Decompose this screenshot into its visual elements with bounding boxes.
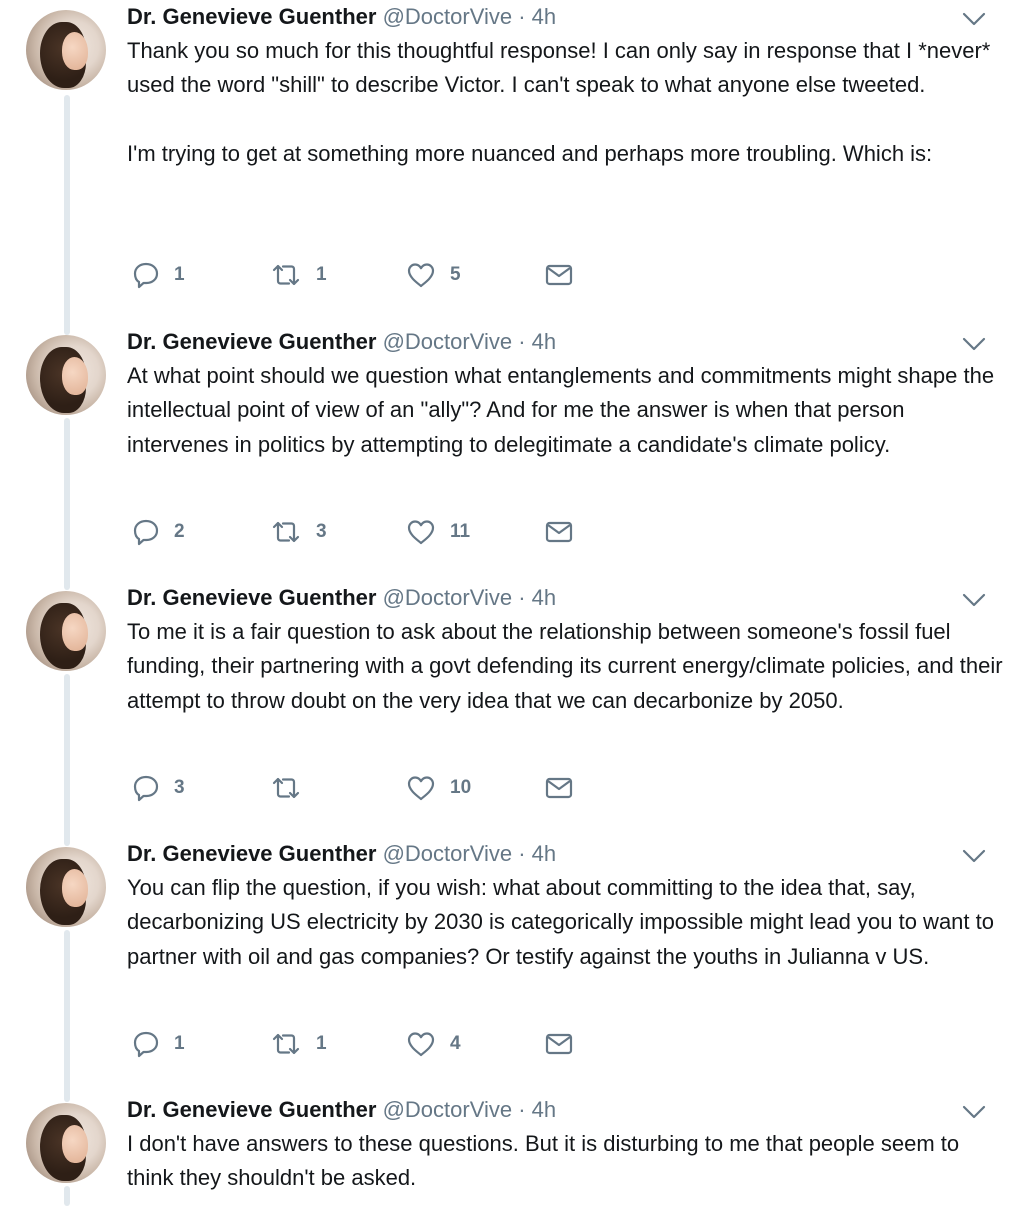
reply-count: 2 (174, 521, 185, 542)
author-handle[interactable]: @DoctorVive (382, 841, 513, 866)
reply-button[interactable] (132, 1029, 185, 1059)
heart-icon (406, 774, 436, 802)
like-count: 10 (450, 777, 472, 798)
author-handle[interactable]: @DoctorVive (382, 585, 513, 610)
like-button[interactable] (406, 773, 471, 803)
avatar[interactable] (26, 10, 106, 90)
timestamp[interactable]: 4h (531, 4, 557, 29)
tweet[interactable] (0, 837, 1026, 1087)
chevron-down-icon[interactable] (962, 1105, 986, 1119)
retweet-button[interactable] (270, 517, 327, 547)
tweet-text: To me it is a fair question to ask about the relationship between someone's fossil fuel funding, their partnering with a govt defending its current energy/climate policies, and their attempt to throw doubt on the very idea that we can decarbonize by 2050. (127, 619, 1009, 713)
direct-message-button[interactable] (544, 773, 574, 803)
author-name[interactable]: Dr. Genevieve Guenther (127, 329, 377, 354)
separator-dot: · (518, 841, 526, 866)
retweet-icon (270, 518, 302, 546)
envelope-icon (544, 518, 574, 546)
reply-icon (132, 518, 160, 546)
reply-button[interactable] (132, 260, 185, 290)
timestamp[interactable]: 4h (531, 1097, 557, 1122)
author-name[interactable]: Dr. Genevieve Guenther (127, 585, 377, 610)
tweet[interactable] (0, 0, 1026, 310)
envelope-icon (544, 261, 574, 289)
retweet-icon (270, 1030, 302, 1058)
timestamp[interactable]: 4h (531, 329, 557, 354)
chevron-down-icon[interactable] (962, 12, 986, 26)
heart-icon (406, 518, 436, 546)
heart-icon (406, 1030, 436, 1058)
author-handle[interactable]: @DoctorVive (382, 329, 513, 354)
retweet-button[interactable] (270, 773, 316, 803)
tweet-text: I don't have answers to these questions. But it is disturbing to me that people seem to think they shouldn't be asked. (127, 1131, 966, 1191)
separator-dot: · (518, 4, 526, 29)
tweet-text: At what point should we question what entanglements and commitments might shape the intellectual point of view of an "ally"? And for me the answer is when that person intervenes in politics by attempting to delegitimate a candidate's climate policy. (127, 363, 1001, 457)
reply-count: 3 (174, 777, 185, 798)
direct-message-button[interactable] (544, 517, 574, 547)
envelope-icon (544, 1030, 574, 1058)
separator-dot: · (518, 329, 526, 354)
retweet-icon (270, 261, 302, 289)
author-handle[interactable]: @DoctorVive (382, 1097, 513, 1122)
envelope-icon (544, 774, 574, 802)
reply-button[interactable] (132, 773, 185, 803)
tweet-header (127, 1097, 556, 1123)
reply-icon (132, 261, 160, 289)
tweet-header (127, 841, 556, 867)
retweet-button[interactable] (270, 1029, 327, 1059)
timestamp[interactable]: 4h (531, 841, 557, 866)
timestamp[interactable]: 4h (531, 585, 557, 610)
like-count: 5 (450, 264, 461, 285)
separator-dot: · (518, 585, 526, 610)
tweet-text: Thank you so much for this thoughtful response! I can only say in response that I *never* used the word "shill" to describe Victor. I can't speak to what anyone else tweeted. I'm trying to get at something more nuanced and perhaps more troubling. Which is: (127, 38, 991, 166)
author-name[interactable]: Dr. Genevieve Guenther (127, 841, 377, 866)
avatar[interactable] (26, 591, 106, 671)
chevron-down-icon[interactable] (962, 593, 986, 607)
reply-count: 1 (174, 264, 185, 285)
like-button[interactable] (406, 260, 461, 290)
author-name[interactable]: Dr. Genevieve Guenther (127, 4, 377, 29)
tweet-header (127, 585, 556, 611)
avatar[interactable] (26, 335, 106, 415)
tweet[interactable] (0, 325, 1026, 575)
reply-icon (132, 774, 160, 802)
retweet-count: 3 (316, 521, 327, 542)
direct-message-button[interactable] (544, 260, 574, 290)
direct-message-button[interactable] (544, 1029, 574, 1059)
tweet[interactable] (0, 1093, 1026, 1200)
tweet-text: You can flip the question, if you wish: what about committing to the idea that, say, decarbonizing US electricity by 2030 is categorically impossible might lead you to want to partner with oil and gas companies? Or testify against the youths in Julianna v US. (127, 875, 1001, 969)
author-name[interactable]: Dr. Genevieve Guenther (127, 1097, 377, 1122)
avatar[interactable] (26, 1103, 106, 1183)
chevron-down-icon[interactable] (962, 849, 986, 863)
tweet-header (127, 4, 556, 30)
like-button[interactable] (406, 1029, 461, 1059)
avatar[interactable] (26, 847, 106, 927)
chevron-down-icon[interactable] (962, 337, 986, 351)
reply-count: 1 (174, 1033, 185, 1054)
like-count: 4 (450, 1033, 461, 1054)
tweet-header (127, 329, 556, 355)
retweet-count: 1 (316, 1033, 327, 1054)
retweet-button[interactable] (270, 260, 327, 290)
reply-icon (132, 1030, 160, 1058)
separator-dot: · (518, 1097, 526, 1122)
like-count: 11 (450, 521, 471, 542)
heart-icon (406, 261, 436, 289)
author-handle[interactable]: @DoctorVive (382, 4, 513, 29)
retweet-icon (270, 774, 302, 802)
tweet[interactable] (0, 581, 1026, 831)
like-button[interactable] (406, 517, 470, 547)
retweet-count: 1 (316, 264, 327, 285)
reply-button[interactable] (132, 517, 185, 547)
